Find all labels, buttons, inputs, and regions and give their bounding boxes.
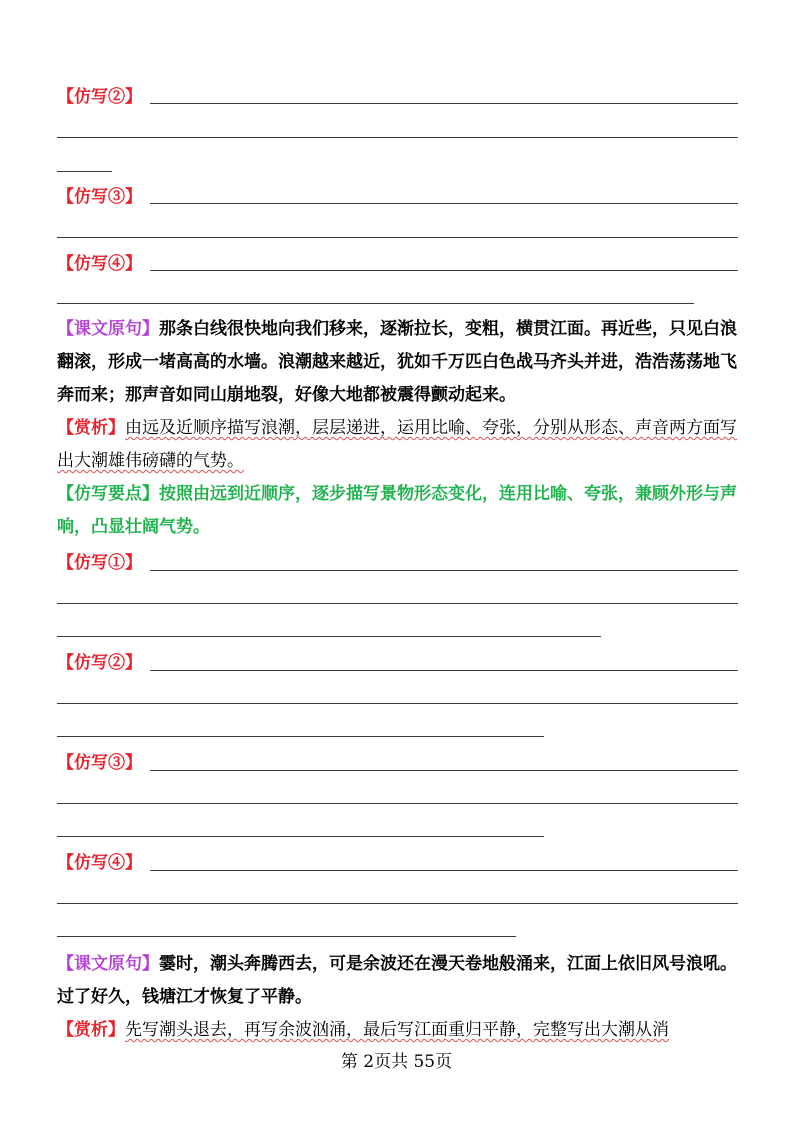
answer-line[interactable] <box>57 736 544 737</box>
answer-line[interactable] <box>150 203 738 204</box>
answer-line[interactable] <box>57 636 601 637</box>
answer-line[interactable] <box>150 103 738 104</box>
answer-line[interactable] <box>57 603 738 604</box>
answer-line[interactable] <box>150 570 738 571</box>
original-sentence-block <box>57 313 739 412</box>
analysis-block-3 <box>57 1014 739 1047</box>
answer-line[interactable] <box>57 903 738 904</box>
imitation-label-2: 【仿写②】 <box>57 653 142 673</box>
analysis-label: 【赏析】 <box>57 418 125 438</box>
analysis-label-3: 【赏析】 <box>57 1020 125 1040</box>
answer-line[interactable] <box>57 237 738 238</box>
imitation-label-3: 【仿写③】 <box>57 753 142 773</box>
original-sentence-text-3: 霎时，潮头奔腾西去，可是余波还在漫天卷地般涌来，江面上依旧风号浪吼。过了好久，钱塘江才恢复了平静。 <box>57 954 737 1007</box>
imitation-label-2-top: 【仿写②】 <box>57 87 142 107</box>
original-sentence-label-3: 【课文原句】 <box>57 954 159 974</box>
imitation-label-4: 【仿写④】 <box>57 853 142 873</box>
answer-line[interactable] <box>57 836 544 837</box>
original-sentence-label: 【课文原句】 <box>57 319 159 339</box>
analysis-text-3: 先写潮头退去，再写余波汹涌，最后写江面重归平静，完整写出大潮从消 <box>125 1020 669 1040</box>
answer-line[interactable] <box>150 270 738 271</box>
page-number-footer: 第 2页共 55页 <box>340 1052 453 1072</box>
imitation-points-label: 【仿写要点】 <box>57 484 159 504</box>
answer-line[interactable] <box>57 137 738 138</box>
analysis-text: 由远及近顺序描写浪潮，层层递进，运用比喻、夸张，分别从形态、声音两方面写出大潮雄伟磅礴的气势。 <box>57 418 737 471</box>
imitation-points-block <box>57 478 739 544</box>
original-sentence-block-3 <box>57 948 739 1014</box>
answer-line[interactable] <box>150 770 738 771</box>
answer-line[interactable] <box>57 703 738 704</box>
analysis-block <box>57 412 739 478</box>
imitation-points-text: 按照由远到近顺序，逐步描写景物形态变化，连用比喻、夸张，兼顾外形与声响，凸显壮阔气势。 <box>57 484 737 537</box>
imitation-label-3-top: 【仿写③】 <box>57 187 142 207</box>
imitation-label-4-top: 【仿写④】 <box>57 254 142 274</box>
answer-line[interactable] <box>57 936 516 937</box>
answer-line[interactable] <box>57 803 738 804</box>
imitation-label-1: 【仿写①】 <box>57 553 142 573</box>
answer-line[interactable] <box>150 670 738 671</box>
answer-line[interactable] <box>150 870 738 871</box>
original-sentence-text: 那条白线很快地向我们移来，逐渐拉长，变粗，横贯江面。再近些，只见白浪翻滚，形成一堵高高的水墙。浪潮越来越近，犹如千万匹白色战马齐头并进，浩浩荡荡地飞奔而来；那声音如同山崩地裂，好像大地都被震得颤动起来。 <box>57 319 737 405</box>
answer-line[interactable] <box>57 303 694 304</box>
answer-line[interactable] <box>57 171 112 172</box>
